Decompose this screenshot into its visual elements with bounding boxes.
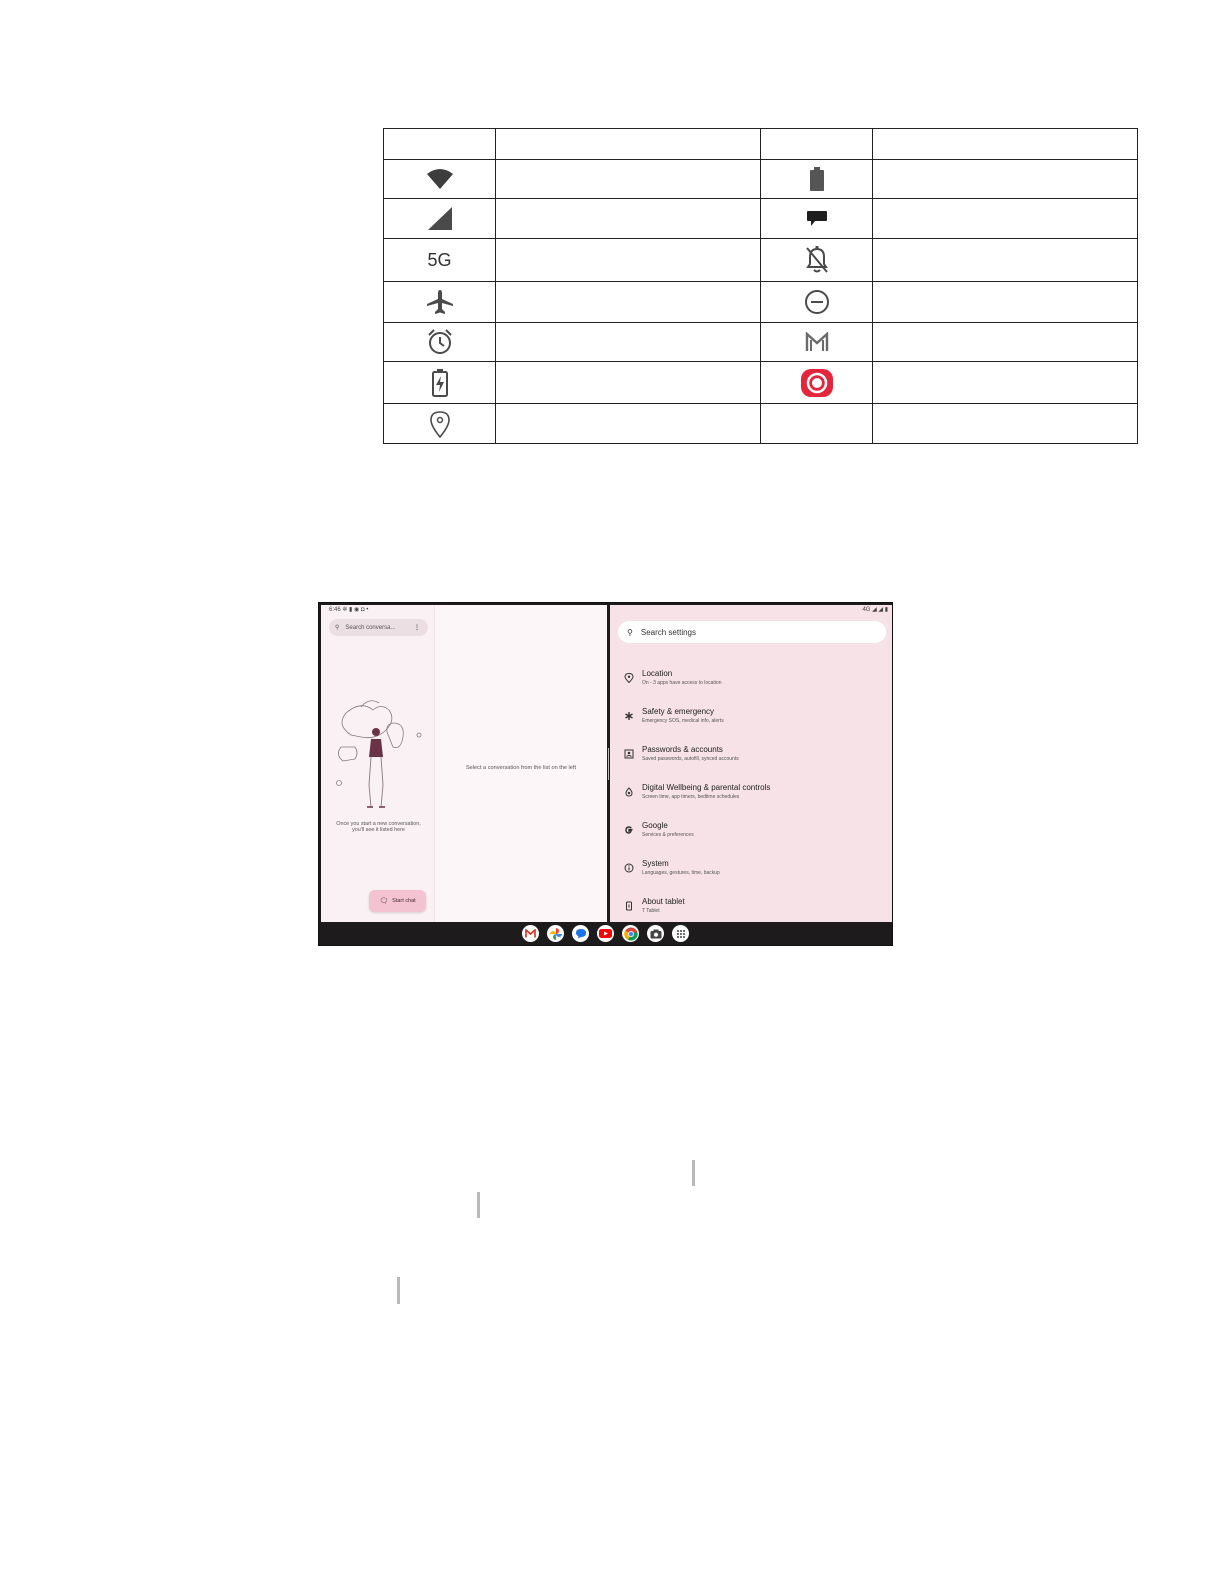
settings-item-wellbeing[interactable] bbox=[624, 783, 884, 813]
settings-item-location[interactable] bbox=[624, 669, 884, 699]
camera-icon[interactable] bbox=[647, 925, 664, 942]
search-icon: ⚲ bbox=[335, 625, 340, 631]
search-icon: ⚲ bbox=[627, 627, 633, 637]
table-cell bbox=[873, 362, 1138, 404]
settings-item-system[interactable] bbox=[624, 859, 884, 889]
table-row bbox=[384, 160, 1138, 199]
table-cell bbox=[496, 362, 761, 404]
vertical-mark bbox=[397, 1277, 400, 1304]
account-box-icon bbox=[624, 749, 634, 759]
tablet-icon bbox=[624, 901, 634, 911]
split-screen bbox=[321, 605, 893, 922]
settings-item-title: Google bbox=[642, 821, 668, 830]
notifications-off-icon bbox=[761, 239, 873, 282]
table-row bbox=[384, 362, 1138, 404]
header-cell bbox=[496, 129, 761, 160]
table-cell bbox=[873, 404, 1138, 444]
settings-item-subtitle: T Tablet bbox=[642, 908, 660, 914]
messages-app bbox=[321, 605, 607, 922]
header-cell bbox=[761, 129, 873, 160]
settings-item-title: System bbox=[642, 859, 669, 868]
settings-item-title: Digital Wellbeing & parental controls bbox=[642, 783, 771, 792]
select-conversation-text: Select a conversation from the list on the left bbox=[465, 765, 577, 771]
settings-item-subtitle: On - 3 apps have access to location bbox=[642, 680, 722, 686]
table-row bbox=[384, 239, 1138, 282]
table-cell bbox=[496, 404, 761, 444]
settings-item-google[interactable] bbox=[624, 821, 884, 851]
table-cell bbox=[496, 199, 761, 239]
photos-icon[interactable] bbox=[547, 925, 564, 942]
more-options-icon[interactable]: ⋮ bbox=[414, 625, 420, 631]
table-cell bbox=[496, 239, 761, 282]
table-row bbox=[384, 199, 1138, 239]
chrome-icon[interactable] bbox=[622, 925, 639, 942]
table-cell bbox=[496, 160, 761, 199]
5g-icon: 5G bbox=[384, 239, 496, 282]
conversation-search[interactable] bbox=[329, 619, 428, 636]
settings-item-subtitle: Emergency SOS, medical info, alerts bbox=[642, 718, 724, 724]
battery-charging-icon bbox=[384, 362, 496, 404]
table-header-row bbox=[384, 129, 1138, 160]
status-bar-right bbox=[862, 606, 888, 613]
settings-search[interactable] bbox=[618, 621, 886, 643]
asterisk-icon bbox=[624, 711, 634, 721]
settings-item-safety[interactable] bbox=[624, 707, 884, 737]
gmail-icon[interactable] bbox=[522, 925, 539, 942]
empty-state-text: Once you start a new conversation, you'll see it listed here bbox=[336, 821, 421, 834]
table-row bbox=[384, 404, 1138, 444]
airplane-icon bbox=[384, 282, 496, 323]
chat-icon: 🗨 bbox=[379, 898, 389, 905]
empty-state-illustration bbox=[331, 695, 426, 815]
settings-app bbox=[610, 605, 893, 922]
conversation-list bbox=[321, 605, 435, 922]
vertical-mark bbox=[692, 1160, 695, 1186]
settings-item-subtitle: Screen time, app timers, bedtime schedules bbox=[642, 794, 740, 800]
table-cell bbox=[496, 282, 761, 323]
settings-item-passwords[interactable] bbox=[624, 745, 884, 775]
table-cell bbox=[873, 199, 1138, 239]
conversation-detail bbox=[435, 605, 607, 922]
start-chat-label: Start chat bbox=[392, 898, 416, 904]
settings-item-title: Location bbox=[642, 669, 673, 678]
settings-item-subtitle: Saved passwords, autofill, synced accounts bbox=[642, 756, 739, 762]
network-type: 4G bbox=[862, 607, 871, 613]
table-cell bbox=[873, 282, 1138, 323]
screen-record-icon bbox=[761, 362, 873, 404]
google-icon bbox=[624, 825, 634, 835]
status-icons: ◢ ◢ ▮ bbox=[872, 607, 888, 613]
location-icon bbox=[384, 404, 496, 444]
wellbeing-icon bbox=[624, 787, 634, 797]
location-icon bbox=[624, 673, 634, 683]
table-cell bbox=[761, 404, 873, 444]
header-cell bbox=[873, 129, 1138, 160]
messages-icon[interactable] bbox=[572, 925, 589, 942]
message-icon bbox=[761, 199, 873, 239]
cellular-signal-icon bbox=[384, 199, 496, 239]
status-bar-left bbox=[329, 606, 368, 613]
start-chat-button[interactable] bbox=[369, 890, 426, 912]
settings-item-subtitle: Services & preferences bbox=[642, 832, 694, 838]
battery-icon bbox=[761, 160, 873, 199]
settings-item-title: Safety & emergency bbox=[642, 707, 715, 716]
settings-item-title: About tablet bbox=[642, 897, 685, 906]
youtube-icon[interactable] bbox=[597, 925, 614, 942]
settings-item-subtitle: Languages, gestures, time, backup bbox=[642, 870, 720, 876]
table-row bbox=[384, 282, 1138, 323]
app-drawer-icon[interactable] bbox=[672, 925, 689, 942]
table-cell bbox=[496, 323, 761, 362]
do-not-disturb-icon bbox=[761, 282, 873, 323]
search-placeholder: Search conversa... bbox=[345, 624, 396, 631]
taskbar bbox=[319, 922, 892, 945]
header-cell bbox=[384, 129, 496, 160]
wifi-icon bbox=[384, 160, 496, 199]
alarm-icon bbox=[384, 323, 496, 362]
status-icons: ✲ ▮ ◉ ◘ • bbox=[342, 607, 369, 613]
vertical-mark bbox=[477, 1192, 480, 1218]
tablet-screenshot bbox=[318, 602, 893, 946]
status-time: 6:46 bbox=[329, 607, 341, 613]
table-cell bbox=[873, 160, 1138, 199]
info-icon bbox=[624, 863, 634, 873]
status-icon-table bbox=[383, 128, 1138, 444]
settings-item-title: Passwords & accounts bbox=[642, 745, 723, 754]
search-placeholder: Search settings bbox=[640, 627, 696, 637]
table-cell bbox=[873, 323, 1138, 362]
split-handle[interactable] bbox=[608, 748, 609, 780]
table-cell bbox=[873, 239, 1138, 282]
gmail-icon bbox=[761, 323, 873, 362]
table-row bbox=[384, 323, 1138, 362]
